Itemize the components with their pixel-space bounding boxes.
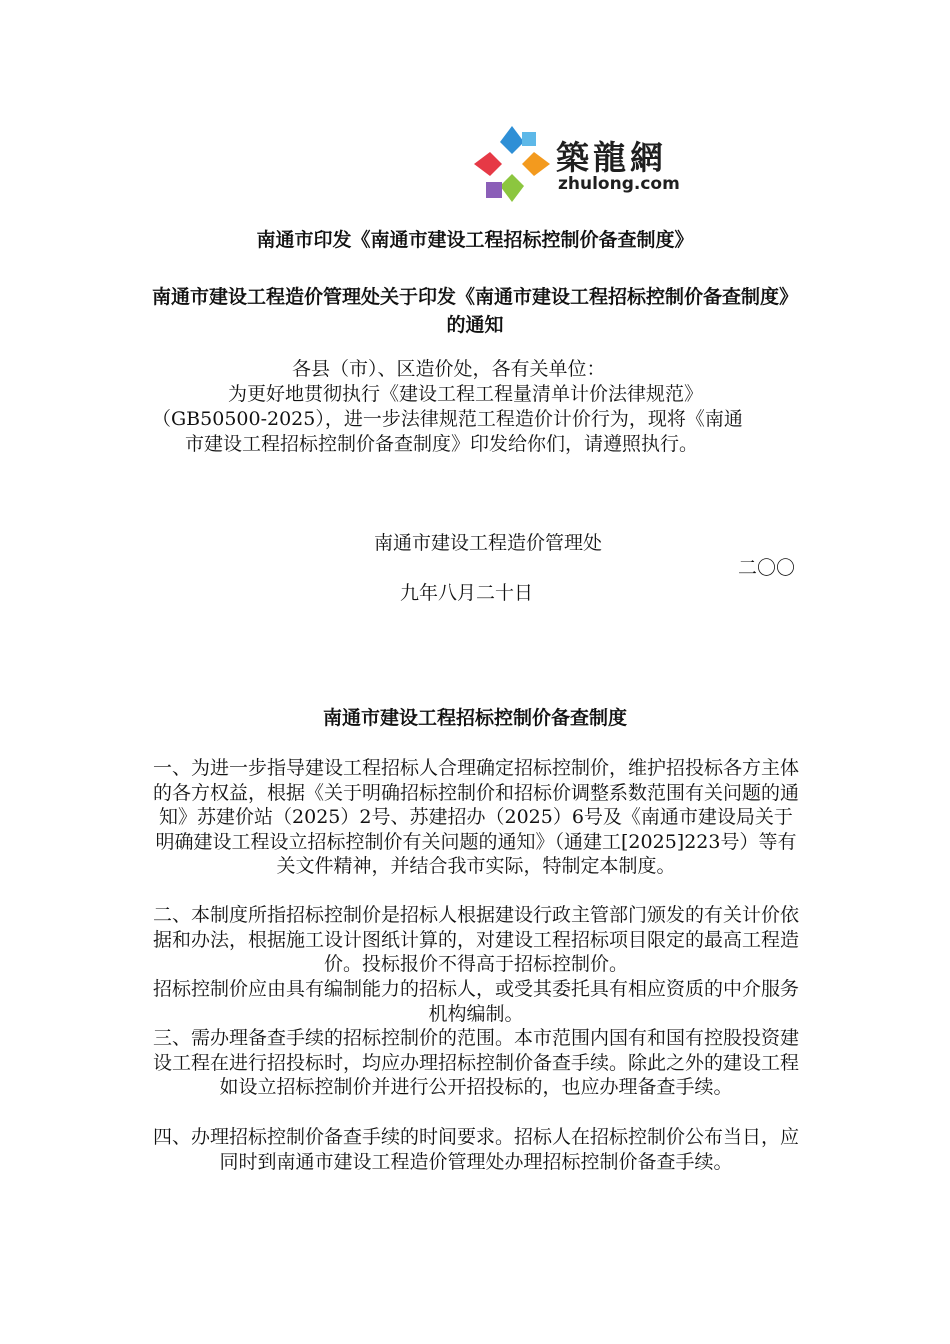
regulation-paragraph-2: 二、本制度所指招标控制价是招标人根据建设行政主管部门颁发的有关计价依据和办法，根据施工设计图纸计算的，对建设工程招标项目限定的最高工程造价。投标报价不得高于招标控制价。 — [152, 904, 799, 975]
date-part-2: 九年八月二十日 — [400, 582, 534, 604]
notice-body-line: 为更好地贯彻执行《建设工程工程量清单计价法律规范》 — [228, 383, 704, 405]
notice-title: 南通市建设工程造价管理处关于印发《南通市建设工程招标控制价备查制度》的通知 — [151, 286, 798, 336]
logo-english-name: zhulong.com — [558, 174, 680, 194]
zhulong-pinwheel-icon — [472, 124, 552, 204]
notice-body-line: （GB50500-2025），进一步法律规范工程造价计价行为，现将《南通 — [152, 408, 743, 430]
regulation-paragraph-5: 四、办理招标控制价备查手续的时间要求。招标人在招标控制价公布当日，应同时到南通市建设工程造价管理处办理招标控制价备查手续。 — [152, 1126, 799, 1173]
regulation-paragraph-4: 三、需办理备查手续的招标控制价的范围。本市范围内国有和国有控股投资建设工程在进行招投标时，均应办理招标控制价备查手续。除此之外的建设工程如设立招标控制价并进行公开招投标的，也应办理备查手续。 — [152, 1027, 799, 1098]
date-part-1: 二〇〇 — [738, 557, 796, 579]
document-title: 南通市印发《南通市建设工程招标控制价备查制度》 — [256, 229, 694, 251]
regulation-paragraph-3: 招标控制价应由具有编制能力的招标人，或受其委托具有相应资质的中介服务机构编制。 — [152, 978, 799, 1025]
regulation-title: 南通市建设工程招标控制价备查制度 — [322, 707, 627, 729]
notice-body-line: 市建设工程招标控制价备查制度》印发给你们，请遵照执行。 — [185, 433, 699, 455]
salutation: 各县（市）、区造价处，各有关单位： — [292, 358, 606, 380]
regulation-paragraph-1: 一、为进一步指导建设工程招标人合理确定招标控制价，维护招投标各方主体的各方权益，根据《关于明确招标控制价和招标价调整系数范围有关问题的通知》苏建价站（2025）2号、苏建招办（2025）6号及《南通市建设局关于明确建设工程设立招标控制价有关问题的通知》（通建工[2025]223号）等有关文件精神，并结合我市实际，特制定本制度。 — [152, 757, 799, 877]
zhulong-logo — [470, 118, 710, 208]
issuer: 南通市建设工程造价管理处 — [374, 532, 603, 554]
logo-chinese-name: 築龍網 — [556, 138, 667, 177]
